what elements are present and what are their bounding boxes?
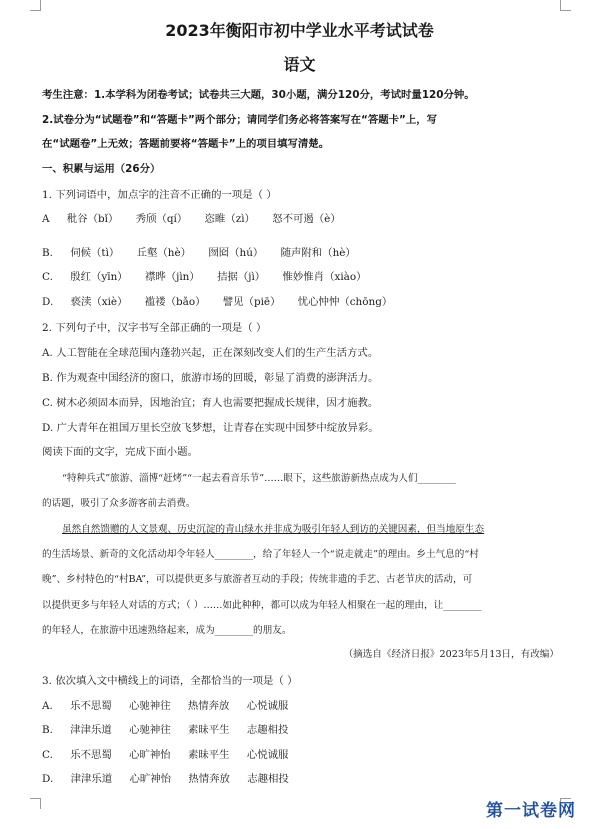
- option-label: B.: [42, 247, 53, 259]
- option-word: 素昧平生: [188, 724, 230, 736]
- option-word: 拮据（jì）: [217, 271, 266, 283]
- option-word: 譬见（piē）: [222, 296, 281, 308]
- q1-option-c: [42, 268, 381, 283]
- option-word: 褴褛（bǎo）: [144, 296, 206, 308]
- exam-title: 2023年衡阳市初中学业水平考试试卷: [165, 21, 434, 40]
- option-word: 襟晔（jìn）: [144, 271, 200, 283]
- option-word: 心驰神往: [129, 700, 171, 712]
- q2-stem: 2. 下列句子中，汉字书写全部正确的一项是（ ）: [42, 322, 267, 334]
- option-label: A.: [42, 700, 53, 712]
- option-word: 亵渎（xiè）: [70, 296, 128, 308]
- reading-intro: 阅读下面的文字，完成下面小题。: [42, 446, 198, 458]
- q3-option-c: [42, 746, 302, 761]
- subject-title: 语文: [283, 55, 316, 74]
- passage-line-1: “特种兵式”旅游、淄博“赶烤”“一起去看音乐节”……眼下，这些旅游新热点成为人们________: [62, 473, 456, 484]
- option-word: 惟妙惟肖（xiào）: [282, 271, 367, 283]
- option-word: 津津乐道: [70, 773, 113, 785]
- site-watermark: 第一试卷网: [486, 801, 576, 821]
- notice-line-2: 2.试卷分为“试题卷”和“答题卡”两个部分；请同学们务必将答案写在“答题卡”上，写: [42, 114, 438, 126]
- q3-option-b: [42, 721, 302, 736]
- q2-option-a: A. 人工智能在全球范围内蓬勃兴起，正在深刻改变人们的生产生活方式。: [42, 347, 379, 359]
- crop-mark-top-left: [30, 0, 41, 11]
- option-word: 志趣相投: [246, 724, 289, 736]
- q2-option-d: D. 广大青年在祖国万里长空放飞梦想，让青春在实现中国梦中绽放异彩。: [42, 422, 379, 434]
- option-word: 心旷神怡: [129, 749, 171, 761]
- option-label: B.: [42, 724, 53, 736]
- option-word: 忧心忡忡（chōng）: [297, 296, 393, 308]
- option-word: 秀颀（qí）: [135, 213, 188, 225]
- option-word: 热情奔放: [187, 700, 230, 712]
- q2-option-b: B. 作为观查中国经济的窗口，旅游市场的回暖，彰显了消费的澎湃活力。: [42, 372, 379, 384]
- option-word: 丘壑（hè）: [136, 247, 192, 259]
- passage-line-6: 以提供更多与年轻人对话的方式；（ ）……如此种种，都可以成为年轻人相聚在一起的理由，让________: [42, 600, 482, 611]
- option-word: 素昧平生: [187, 749, 230, 761]
- option-word: 心驰神往: [129, 724, 171, 736]
- option-word: 热情奔放: [188, 773, 230, 785]
- option-word: 志趣相投: [247, 773, 289, 785]
- notice-line-1: 考生注意：1.本学科为闭卷考试；试卷共三大题，30小题，满分120分，考试时量120分钟。: [42, 89, 475, 101]
- option-label: C.: [42, 271, 53, 283]
- passage-line-3: 虽然自然馈赠的人文景观、历史沉淀的青山绿水并非成为吸引年轻人到访的关键因素，但当地原生态: [62, 524, 485, 535]
- option-word: 心悦诚服: [246, 749, 289, 761]
- option-word: 恣睢（zì）: [204, 213, 255, 225]
- q1-option-d: [42, 293, 406, 308]
- q3-option-d: [42, 770, 303, 785]
- passage-source: （摘选自《经济日报》2023年5月13日，有改编）: [343, 649, 559, 660]
- section-heading: 一、积累与运用（26分）: [42, 163, 161, 175]
- q1-option-b: [42, 244, 370, 259]
- option-word: 怒不可遏（è）: [272, 213, 341, 225]
- notice-line-3: 在“试题卷”上无效；答题前要将“答题卡”上的项目填写清楚。: [42, 138, 330, 150]
- option-word: 殷红（yīn）: [70, 271, 128, 283]
- option-word: 乐不思蜀: [70, 700, 112, 712]
- option-word: 心旷神怡: [129, 773, 172, 785]
- option-word: 秕谷（bǐ）: [66, 213, 119, 225]
- option-word: 随声附和（hè）: [280, 247, 356, 259]
- crop-mark-top-right: [560, 0, 571, 11]
- passage-line-7: 的年轻人，在旅游中迅速熟络起来，成为________的朋友。: [42, 625, 292, 636]
- passage-line-2: 的话题，吸引了众多游客前去消费。: [42, 498, 196, 509]
- option-word: 津津乐道: [70, 724, 112, 736]
- crop-mark-bottom-left: [30, 798, 41, 809]
- option-label: C.: [42, 749, 53, 761]
- q1-option-a: [42, 210, 355, 225]
- option-word: 乐不思蜀: [70, 749, 112, 761]
- option-label: D.: [42, 296, 54, 308]
- q3-stem: 3. 依次填入文中横线上的词语，全都恰当的一项是（ ）: [42, 675, 298, 687]
- option-word: 囫囵（hú）: [208, 247, 264, 259]
- q3-option-a: [42, 697, 302, 712]
- passage-line-4: 的生活场景、新奇的文化活动却令年轻人________，给了年轻人一个“说走就走”的理由。乡土气息的“村: [42, 549, 479, 560]
- option-label: A: [42, 213, 50, 225]
- option-label: D.: [42, 773, 54, 785]
- q2-option-c: C. 树木必须固本而异，因地治宜；育人也需要把握成长规律，因才施教。: [42, 397, 379, 409]
- passage-line-5: 晚”、乡村特色的“村BA”，可以提供更多与旅游者互动的手段；传统非遗的手艺、古老节庆的活动，可: [42, 574, 473, 585]
- q1-stem: 1. 下列词语中，加点字的注音不正确的一项是（ ）: [42, 189, 277, 201]
- option-word: 心悦诚服: [246, 700, 289, 712]
- option-word: 伺候（tì）: [70, 247, 120, 259]
